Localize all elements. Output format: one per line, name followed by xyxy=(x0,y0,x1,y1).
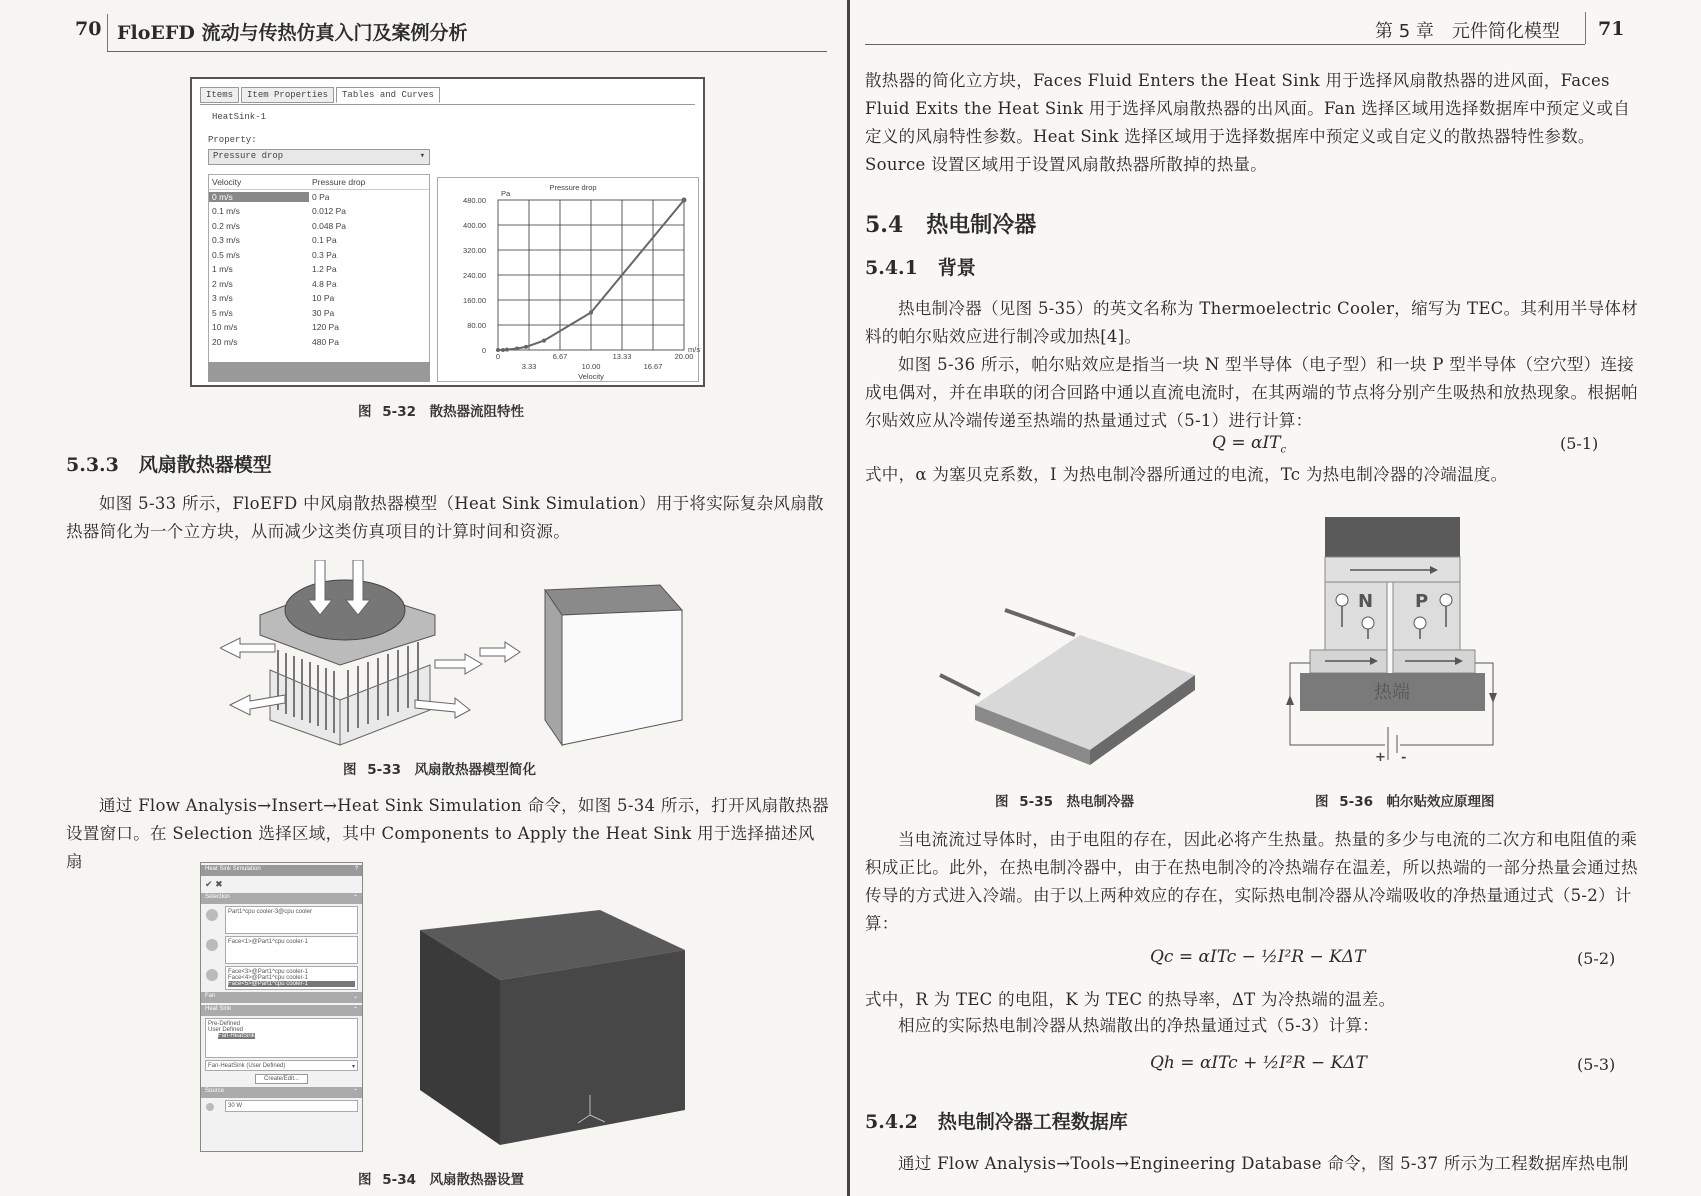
paragraph-text: 式中，α 为塞贝克系数，I 为热电制冷器所通过的电流，Tc 为热电制冷器的冷端温度。 xyxy=(865,465,1508,484)
fig-5-32-screenshot xyxy=(190,77,705,387)
cell-pressure: 480 Pa xyxy=(312,336,339,347)
paragraph-text: 式中，R 为 TEC 的电阻，K 为 TEC 的热导率，ΔT 为冷热端的温差。 xyxy=(865,990,1396,1009)
table-row[interactable] xyxy=(209,219,429,234)
page-number-left: 70 xyxy=(75,18,102,40)
paragraph xyxy=(865,351,1640,435)
cell-pressure: 0.3 Pa xyxy=(312,249,337,260)
table-row[interactable] xyxy=(209,190,429,205)
cell-pressure: 0.012 Pa xyxy=(312,206,347,217)
paragraph-text: 通过 Flow Analysis→Tools→Engineering Database 命令，图 5-37 所示为工程数据库热电制 xyxy=(898,1154,1629,1173)
cell-pressure: 0.048 Pa xyxy=(312,220,347,231)
paragraph xyxy=(66,792,831,876)
field-value: Face<1>@Part1^cpu cooler-1 xyxy=(228,939,308,945)
cell-velocity: 20 m/s xyxy=(212,336,238,347)
cell-velocity: 10 m/s xyxy=(212,322,238,333)
cell-velocity: 0.5 m/s xyxy=(212,249,240,260)
header-divider xyxy=(1585,12,1586,44)
equation-5-3: Qh = αITc + ½I²R − KΔT xyxy=(1150,1053,1367,1073)
section-5-4-2-heading xyxy=(865,1107,1128,1134)
tab-strip xyxy=(200,87,442,103)
paragraph xyxy=(865,295,1640,351)
svg-text:+: + xyxy=(1375,750,1386,765)
book-title: FloEFD 流动与传热仿真入门及案例分析 xyxy=(117,22,468,44)
svg-text:m/s: m/s xyxy=(688,345,700,354)
table-row[interactable] xyxy=(209,277,429,292)
pressure-drop-chart xyxy=(437,177,699,382)
svg-text:240.00: 240.00 xyxy=(463,271,486,280)
paragraph xyxy=(865,986,1640,1014)
tree-item[interactable]: User Defined xyxy=(208,1027,244,1033)
field-value: Part1^cpu cooler-3@cpu cooler xyxy=(228,909,312,915)
paragraph xyxy=(66,490,831,546)
faces-enter-field[interactable] xyxy=(225,936,358,964)
page-number-right: 71 xyxy=(1598,18,1625,40)
cancel-x-icon[interactable]: ✖ xyxy=(215,879,223,889)
paragraph-text: 通过 Flow Analysis→Insert→Heat Sink Simulation 命令，如图 5-34 所示，打开风扇散热器设置窗口。在 Selection 选择区域，其中 Components to Apply the Heat Sink 用于选择描述风扇 xyxy=(66,796,829,871)
section-label: Fan xyxy=(205,993,216,999)
caption-fig-5-32: 图 5-32 散热器流阻特性 xyxy=(358,404,524,420)
table-row[interactable] xyxy=(209,262,429,277)
source-input[interactable] xyxy=(225,1100,358,1112)
tree-item-selected[interactable]: Fan-HeatSink xyxy=(218,1033,255,1039)
paragraph-text: 相应的实际热电制冷器从热端散出的净热量通过式（5-3）计算： xyxy=(898,1016,1380,1035)
tab-item-properties[interactable]: Item Properties xyxy=(241,87,334,103)
dialog-actions xyxy=(201,878,362,891)
heat-sink-simulation-dialog xyxy=(200,862,363,1152)
paragraph xyxy=(865,1012,1640,1040)
table-row[interactable] xyxy=(209,320,429,335)
section-label: Selection xyxy=(205,894,230,900)
cell-pressure: 120 Pa xyxy=(312,322,339,333)
table-row[interactable] xyxy=(209,306,429,321)
chevron-down-icon: ▾ xyxy=(351,1064,355,1070)
svg-text:3.33: 3.33 xyxy=(521,362,537,371)
data-table xyxy=(208,174,430,377)
dialog-titlebar xyxy=(201,865,362,876)
right-page xyxy=(850,0,1701,1196)
equation-subscript: c xyxy=(1280,444,1287,456)
paragraph xyxy=(865,1150,1640,1178)
table-header xyxy=(209,175,429,190)
table-footer-bar xyxy=(208,362,430,382)
property-value: Pressure drop xyxy=(213,151,284,161)
svg-text:10.00: 10.00 xyxy=(581,362,601,371)
svg-text:0: 0 xyxy=(495,352,501,361)
faces-exit-field[interactable] xyxy=(225,966,358,990)
svg-text:6.67: 6.67 xyxy=(552,352,568,361)
collapse-icon: ⌃ xyxy=(352,1089,358,1095)
svg-text:Pa: Pa xyxy=(501,189,511,198)
selection-section-header[interactable] xyxy=(201,893,362,904)
table-row[interactable] xyxy=(209,335,429,350)
fig-5-34-cube-model xyxy=(410,890,710,1150)
caption-fig-5-34: 图 5-34 风扇散热器设置 xyxy=(358,1172,524,1188)
tree-item[interactable]: Pre-Defined xyxy=(208,1021,241,1027)
heatsink-section-header[interactable] xyxy=(201,1005,362,1016)
section-5-4-heading xyxy=(865,208,1036,239)
section-title: 热电制冷器工程数据库 xyxy=(937,1111,1128,1133)
ok-check-icon[interactable]: ✔ xyxy=(205,879,213,889)
cell-pressure: 1.2 Pa xyxy=(312,264,337,275)
paragraph-text: 散热器的简化立方块，Faces Fluid Enters the Heat Sink 用于选择风扇散热器的进风面，Faces Fluid Exits the Heat Sink 用于选择风扇散热器的出风面。Fan 选择区域用选择数据库中预定义或自定义的风扇特性参数。Heat Sink 选择区域用于选择数据库中预定义或自定义的散热器特性参数。Source 设置区域用于设置风扇散热器所散掉的热量。 xyxy=(865,71,1631,174)
component-icon xyxy=(206,909,218,921)
cell-velocity: 2 m/s xyxy=(212,278,233,289)
list-item: Face<5>@Part1^cpu cooler-1 xyxy=(228,981,355,987)
tab-tables-and-curves[interactable]: Tables and Curves xyxy=(336,87,440,103)
tab-items[interactable]: Items xyxy=(200,87,239,103)
cell-velocity: 3 m/s xyxy=(212,293,233,304)
item-name: HeatSink-1 xyxy=(212,112,267,122)
header-rule xyxy=(865,44,1585,45)
equation-5-1 xyxy=(1212,433,1286,455)
paragraph-text: 热电制冷器（见图 5-35）的英文名称为 Thermoelectric Cooler，缩写为 TEC。其利用半导体材料的帕尔贴效应进行制冷或加热[4]。 xyxy=(865,299,1638,346)
section-5-3-3-heading xyxy=(66,450,272,477)
components-field[interactable] xyxy=(225,906,358,934)
equation-number: (5-1) xyxy=(1560,434,1599,453)
svg-text:Pressure drop: Pressure drop xyxy=(549,183,597,192)
table-row[interactable] xyxy=(209,204,429,219)
svg-text:480.00: 480.00 xyxy=(463,196,486,205)
cell-pressure: 4.8 Pa xyxy=(312,278,337,289)
equation-5-2: Qc = αITc − ½I²R − KΔT xyxy=(1150,947,1366,967)
section-label: Source xyxy=(205,1088,225,1094)
svg-text:0: 0 xyxy=(481,346,486,355)
svg-text:160.00: 160.00 xyxy=(463,296,486,305)
expand-icon: ⌄ xyxy=(352,994,358,1000)
svg-text:80.00: 80.00 xyxy=(467,321,486,330)
dropdown-value: Fan-HeatSink (User Defined) xyxy=(208,1063,286,1069)
peltier-svg xyxy=(1280,515,1520,765)
section-number: 5.3.3 xyxy=(66,454,119,476)
header-pressure-drop[interactable]: Pressure drop xyxy=(312,176,366,187)
cell-pressure: 0 Pa xyxy=(312,191,330,202)
list-item: Face<4>@Part1^cpu cooler-1 xyxy=(228,975,308,981)
fig-5-35-tec-photo xyxy=(930,590,1220,770)
section-title: 背景 xyxy=(937,257,976,279)
table-row[interactable] xyxy=(209,248,429,263)
equation-text: Q = αIT xyxy=(1212,433,1281,453)
fig-5-36-peltier-diagram xyxy=(1280,515,1520,765)
paragraph xyxy=(865,67,1640,179)
cell-velocity: 0.2 m/s xyxy=(212,220,240,231)
caption-fig-5-35: 图 5-35 热电制冷器 xyxy=(995,794,1134,810)
svg-text:20.00: 20.00 xyxy=(674,352,694,361)
section-number: 5.4.2 xyxy=(865,1111,918,1133)
paragraph xyxy=(865,826,1640,938)
paragraph-text: 如图 5-36 所示，帕尔贴效应是指当一块 N 型半导体（电子型）和一块 P 型半导体（空穴型）连接成电偶对，并在串联的闭合回路中通以直流电流时，在其两端的节点将分别产生吸热和放热现象。根据帕尔贴效应从冷端传递至热端的热量通过式（5-1）进行计算： xyxy=(865,355,1638,430)
section-label: Heat Sink xyxy=(205,1006,232,1012)
svg-text:热端: 热端 xyxy=(1374,682,1410,703)
cell-pressure: 0.1 Pa xyxy=(312,235,337,246)
table-row[interactable] xyxy=(209,233,429,248)
section-number: 5.4.1 xyxy=(865,257,918,279)
property-label: Property: xyxy=(208,135,257,145)
list-item: Face<3>@Part1^cpu cooler-1 xyxy=(228,969,308,975)
help-icon[interactable]: ? xyxy=(354,866,358,872)
fan-section-header[interactable] xyxy=(201,992,362,1003)
cell-velocity: 0 m/s xyxy=(209,192,309,202)
caption-fig-5-36: 图 5-36 帕尔贴效应原理图 xyxy=(1315,794,1495,810)
header-velocity[interactable]: Velocity xyxy=(212,176,242,187)
create-edit-button[interactable]: Create/Edit... xyxy=(255,1074,308,1084)
chart-svg xyxy=(438,178,700,383)
cell-velocity: 0.1 m/s xyxy=(212,206,240,217)
collapse-icon: ⌃ xyxy=(352,895,358,901)
header-rule xyxy=(107,51,827,52)
dialog-title: Heat Sink Simulation xyxy=(205,866,261,872)
create-edit-wrapper xyxy=(204,1074,359,1084)
heat-source-icon xyxy=(206,1103,214,1111)
heatsink-dropdown[interactable] xyxy=(205,1060,358,1071)
left-page xyxy=(0,0,848,1196)
svg-text:Velocity: Velocity xyxy=(578,372,604,381)
svg-text:16.67: 16.67 xyxy=(643,362,663,371)
paragraph xyxy=(865,461,1640,489)
face-enter-icon xyxy=(206,939,218,951)
cell-pressure: 10 Pa xyxy=(312,293,335,304)
cell-pressure: 30 Pa xyxy=(312,307,335,318)
fig-5-33-heatsink-illustration xyxy=(220,560,690,760)
paragraph-text: 如图 5-33 所示，FloEFD 中风扇散热器模型（Heat Sink Simulation）用于将实际复杂风扇散热器简化为一个立方块，从而减少这类仿真项目的计算时间和资源。 xyxy=(66,494,824,541)
cell-velocity: 1 m/s xyxy=(212,264,233,275)
tab-divider xyxy=(200,104,695,105)
svg-text:320.00: 320.00 xyxy=(463,246,486,255)
paragraph-text: 当电流流过导体时，由于电阻的存在，因此必将产生热量。热量的多少与电流的二次方和电阻值的乘积成正比。此外，在热电制冷器中，由于在热电制冷的冷热端存在温差，所以热端的一部分热量会通过热传导的方式进入冷端。由于以上两种效应的存在，实际热电制冷器从冷端吸收的净热量通过式（5-2）计算： xyxy=(865,830,1638,933)
source-section-header[interactable] xyxy=(201,1087,362,1098)
heatsink-tree xyxy=(205,1018,358,1058)
svg-text:400.00: 400.00 xyxy=(463,221,486,230)
section-number: 5.4 xyxy=(865,212,904,238)
face-exit-icon xyxy=(206,969,218,981)
equation-number: (5-3) xyxy=(1577,1055,1616,1074)
property-dropdown[interactable] xyxy=(208,149,430,165)
svg-text:-: - xyxy=(1401,750,1407,765)
chevron-down-icon: ▾ xyxy=(419,151,425,161)
section-title: 风扇散热器模型 xyxy=(138,454,272,476)
table-row[interactable] xyxy=(209,291,429,306)
cell-velocity: 5 m/s xyxy=(212,307,233,318)
svg-text:N: N xyxy=(1358,591,1374,612)
header-divider xyxy=(107,14,108,52)
svg-text:13.33: 13.33 xyxy=(612,352,632,361)
section-5-4-1-heading xyxy=(865,253,976,280)
svg-text:P: P xyxy=(1415,591,1429,612)
chapter-title: 第 5 章 元件简化模型 xyxy=(1375,21,1560,42)
equation-number: (5-2) xyxy=(1577,949,1616,968)
caption-fig-5-33: 图 5-33 风扇散热器模型简化 xyxy=(343,762,536,778)
collapse-icon: ⌃ xyxy=(352,1007,358,1013)
input-value: 30 W xyxy=(228,1103,243,1109)
cell-velocity: 0.3 m/s xyxy=(212,235,240,246)
section-title: 热电制冷器 xyxy=(926,212,1037,238)
